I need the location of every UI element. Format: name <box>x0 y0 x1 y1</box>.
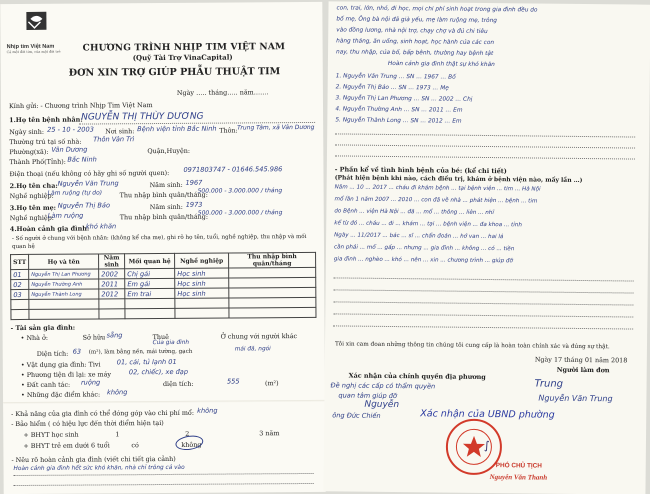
table-cell: Nguyễn Thường Anh <box>29 279 99 289</box>
land-value[interactable]: ruộng <box>80 378 101 387</box>
greeting: Kính gửi: - Chương trình Nhịp Tim Việt Nam <box>8 101 153 111</box>
land-unit: (m²) <box>264 379 279 388</box>
option-co[interactable]: có <box>131 441 139 450</box>
table-cell <box>229 267 316 278</box>
mother-value[interactable]: Nguyễn Thị Bảo <box>57 201 110 210</box>
table-header: Nghề nghiệp <box>175 253 229 268</box>
father-yob-value[interactable]: 1967 <box>185 178 203 187</box>
form-page-left <box>0 2 325 494</box>
local-confirmation-label: Xác nhận của chính quyền địa phương <box>348 371 486 381</box>
table-header: Thu nhập bình quân/tháng <box>229 252 316 268</box>
special-value[interactable]: không <box>106 388 128 397</box>
official-seal <box>446 419 503 476</box>
list-item: 3. Nguyễn Thị Lan Phương … SN … 2002 … Chị <box>335 95 473 103</box>
stamp-name: Nguyễn Văn Thanh <box>489 473 548 482</box>
bhyt-student-option[interactable]: + BHYT học sinh <box>23 430 79 439</box>
bhyt-label: - Bảo hiểm ( có hiệu lực đến thời điểm hiện tại) <box>11 418 164 429</box>
option-2[interactable]: 2 <box>185 429 190 438</box>
hamlet-value[interactable]: Thôn Vân Trì <box>93 135 135 144</box>
area-label: Diện tích: <box>36 349 69 358</box>
roof-value[interactable]: mái đã, ngói <box>234 346 271 353</box>
table-header: STT <box>11 254 29 269</box>
reason-text[interactable]: Hoàn cảnh gia đình hết sức khó khăn, nhà chỉ trông cả vào <box>13 464 185 473</box>
phone-value[interactable]: 0971803747 - 01646.545.986 <box>183 165 283 174</box>
birth-value[interactable]: 25 - 10 - 2003 <box>47 125 94 134</box>
illness-line: gia đình ... nghèo ... khó ... nên ... xin ... chương trình ... giúp đỡ <box>333 256 513 265</box>
ward-confirmation-text: Xác nhận của UBND phường <box>420 408 555 421</box>
table-cell: Học sinh <box>175 288 229 298</box>
form-date: Ngày ….. tháng….. năm……. <box>176 88 269 97</box>
house-label: • Nhà ở: <box>20 333 49 342</box>
land-area-value[interactable]: 555 <box>226 377 240 386</box>
address-value[interactable]: Trung Tâm, xã Vân Dương <box>237 123 315 132</box>
reason-label: - Nêu rõ hoàn cảnh gia đình (viết chi tiết gia cảnh) <box>11 454 176 465</box>
own-value[interactable]: sẵng <box>106 331 123 340</box>
applicant-signature: Trung <box>534 378 564 390</box>
description-line: nay, thu nhập, của bố, bấp bênh, thường hay bệnh tật <box>336 49 494 58</box>
items-label: • Vật dụng gia đình: Tivi <box>20 360 101 369</box>
table-cell: 02 <box>11 279 29 289</box>
table-row <box>11 307 316 319</box>
description-line: hàng tháng, ăn uống, sinh hoạt, học hành của các con <box>336 38 495 47</box>
father-value[interactable]: Nguyễn Văn Trung <box>57 179 119 188</box>
land-area-label: diện tích: <box>162 379 194 389</box>
local-note-2: quan tâm giúp đỡ <box>338 391 398 401</box>
table-cell: Em trai <box>125 288 175 298</box>
description-line: vào đồng lương, nhà nội trợ, chạy chợ và đủ chi tiêu <box>336 27 488 35</box>
local-note-1: Đề nghị các cấp có thẩm quyền <box>330 381 436 391</box>
table-cell: Em gái <box>125 278 175 288</box>
table-cell: Học sinh <box>175 278 229 288</box>
star-seal-icon <box>448 421 501 474</box>
list-item: 5. Nguyễn Thành Long … SN … 2012 … Em <box>335 117 462 125</box>
table-header: Họ và tên <box>29 254 99 269</box>
area-unit: (m²), làm bằng nền, mái tường, gạch <box>88 348 193 356</box>
local-signature: Nguyễn <box>364 399 400 411</box>
contribution-value[interactable]: không <box>197 406 218 415</box>
city-value[interactable]: Bắc Ninh <box>67 155 97 164</box>
form-page-right <box>323 1 650 494</box>
mother-job-value[interactable]: Làm ruộng <box>47 211 84 220</box>
mother-job-label: Nghề nghiệp: <box>9 213 54 223</box>
option-1[interactable]: 1 <box>115 430 120 439</box>
list-item: 1. Nguyễn Văn Trung … SN … 1967 … Bố <box>335 73 456 81</box>
family-value[interactable]: khó khăn <box>85 222 117 231</box>
signed-date: Ngày 17 tháng 01 năm 2018 <box>534 355 628 365</box>
illness-line: Ngày ... 11/2017 ... bác ... sĩ ... chẩn đoán ... hở van ... hai lá <box>334 232 504 241</box>
rent-value[interactable]: Của gia đình <box>152 339 190 347</box>
table-cell <box>229 287 316 298</box>
logo <box>6 10 64 54</box>
applicant-label: Người làm đơn <box>556 365 610 375</box>
table-header: Mối quan hệ <box>125 253 175 268</box>
mother-yob-label: Năm sinh: <box>149 202 183 212</box>
mother-income-value[interactable]: 500.000 - 3.000.000 / tháng <box>197 209 283 217</box>
description-line: con, trai, lớn, nhỏ, đi học, mọi chi phí sinh hoạt trong gia đình đều do <box>336 5 538 14</box>
illness-line: mổ lần 1 năm 2007 ... 2010 ... con đã về nhà ... phát hiện ... bệnh ... tim <box>334 196 538 205</box>
description-line: bố mẹ, Ông bà nội đã già yếu, mẹ làm ruộng mẹ, trông <box>336 16 497 25</box>
illness-sublabel: (Phát hiện bệnh khi nào, cách điều trị, khám ở bệnh viện nào, mấy lần …) <box>334 174 583 184</box>
father-job-value[interactable]: Làm ruộng (tự do) <box>47 189 103 197</box>
assets-title: - Tài sản gia đình: <box>10 323 76 333</box>
table-cell: 2002 <box>99 269 125 279</box>
table-header-row <box>11 252 316 269</box>
list-item: 4. Nguyễn Thường Anh … SN … 2011 … Em <box>335 106 463 114</box>
special-label: • Những đặc điểm khác: <box>20 390 101 399</box>
stay-label: Ở chung với người khác <box>220 332 298 341</box>
program-title: CHƯƠNG TRÌNH NHỊP TIM VIỆT NAM <box>82 42 286 54</box>
table-cell: 2012 <box>99 289 125 299</box>
father-label: 2.Họ tên cha: <box>9 181 58 191</box>
form-title: ĐƠN XIN TRỢ GIÚP PHẪU THUẬT TIM <box>68 66 281 79</box>
patient-name-value[interactable]: NGUYỄN THỊ THÙY DƯƠNG <box>81 111 204 123</box>
option-khong[interactable]: không <box>181 440 202 449</box>
local-note-3: ông Đức Chiến <box>332 411 381 420</box>
city-label: Thành Phố(Tỉnh): <box>9 157 66 167</box>
mother-label: 3.Họ tên mẹ: <box>9 203 57 213</box>
vehicle-label: • Phương tiện đi lại: xe máy <box>20 370 112 379</box>
stamp-title: PHÓ CHỦ TỊCH <box>495 462 542 470</box>
table-cell: 03 <box>11 289 29 299</box>
illness-line: Năm ... 10 ... 2017 ... cháu đi khám bệnh ... tại bệnh viện ... tim ... Hà Nội <box>334 184 541 193</box>
bhyt-under6-option[interactable]: + BHYT trẻ em dưới 6 tuổi <box>23 441 110 450</box>
applicant-name: Nguyễn Văn Trung <box>538 393 613 404</box>
birthplace-value[interactable]: Bệnh viện tỉnh Bắc Ninh <box>137 124 217 134</box>
ward-label: Phường(xã): <box>9 147 49 157</box>
commitment-text: Tôi xin cam đoan những thông tin chúng tôi cung cấp là hoàn toàn chính xác và đúng sự thật. <box>334 341 610 351</box>
table-cell: 01 <box>11 269 29 279</box>
circled-option-mark <box>174 434 204 452</box>
items-value[interactable]: 01, cái, tủ lạnh 01 <box>116 357 177 367</box>
table-cell <box>229 277 316 288</box>
birth-label: Ngày sinh: <box>9 127 45 137</box>
mother-income-label: Thu nhập bình quân/tháng: <box>119 212 209 222</box>
illness-line: kể từ đó ... cháu ... đi ... khám ... tại ... bệnh viện ... đa khoa ... tỉnh <box>334 220 522 229</box>
description-line: Hoàn cảnh gia đình thật sự khó khăn <box>387 60 495 69</box>
heart-logo-icon <box>6 10 64 40</box>
family-note: - Số người ở chung với bệnh nhân: (không kể cha mẹ), ghi rõ họ tên, tuổi, nghề nghiệp, thu nhập và mối quan hệ <box>11 233 307 251</box>
vehicle-value[interactable]: 02, chiếc), xe đạp <box>128 367 189 377</box>
table-header: Năm sinh <box>99 254 125 269</box>
illness-line: do Bệnh ... viện Hà Nội ... đã ... mổ ... thông ... liên ... nhĩ <box>334 208 494 217</box>
table-cell: Học sinh <box>175 268 229 278</box>
ward-value[interactable]: Vân Dương <box>51 145 88 154</box>
official-signature-mark: ∫ <box>483 438 490 453</box>
rent-label: Thuê <box>152 332 169 342</box>
hamlet-label: Thường trú tại số nhà: <box>9 137 82 147</box>
father-yob-label: Năm sinh: <box>149 180 183 190</box>
phone-label: Điện thoại (nếu không có hãy ghi số người quen): <box>9 168 170 179</box>
family-description <box>329 1 650 69</box>
illness-label: - Phần kể về tình hình bệnh của bé: (kể chi tiết) <box>334 165 507 176</box>
father-income-value[interactable]: 500.000 - 3.000.000 / tháng <box>197 187 283 195</box>
table-cell: Nguyễn Thị Lan Phương <box>29 269 99 279</box>
table-cell: Nguyễn Thành Long <box>29 289 99 299</box>
list-item: 2. Nguyễn Thị Bảo … SN … 1973 … Mẹ <box>335 84 449 92</box>
birthplace-label: Nơi sinh: <box>105 127 135 136</box>
mother-yob-value[interactable]: 1973 <box>185 200 203 209</box>
table-cell: Chị gái <box>125 268 175 278</box>
illness-line: cần phải ... mổ ... gấp ... nhưng ... gia đình ... không ... có ... tiền <box>333 244 515 253</box>
program-subtitle: (Quỹ Tài Trợ VinaCapital) <box>132 52 233 63</box>
own-label: Sở hữu <box>82 333 106 342</box>
father-income-label: Thu nhập bình quân/tháng: <box>119 190 208 200</box>
option-3[interactable]: 3 năm <box>259 429 280 438</box>
address-label: Thôn: <box>219 126 238 135</box>
logo-text: Nhịp tim Việt Nam <box>6 43 55 51</box>
contribution-label: - Khả năng của gia đình có thể đóng góp vào chi phí mổ: <box>11 408 195 419</box>
area-value[interactable]: 63 <box>72 347 82 356</box>
district-label: Quận,Huyện: <box>147 146 191 156</box>
patient-name-label: 1.Họ tên bệnh nhân: <box>9 115 83 125</box>
family-label: 4.Hoàn cảnh gia đình: <box>9 224 90 234</box>
father-job-label: Nghề nghiệp: <box>9 191 54 201</box>
family-table <box>10 252 316 320</box>
logo-subtext: Cả một đời tim, của một đời trẻ <box>6 49 61 55</box>
land-label: • Đất canh tác: <box>20 380 71 389</box>
table-cell: 2011 <box>99 279 125 289</box>
